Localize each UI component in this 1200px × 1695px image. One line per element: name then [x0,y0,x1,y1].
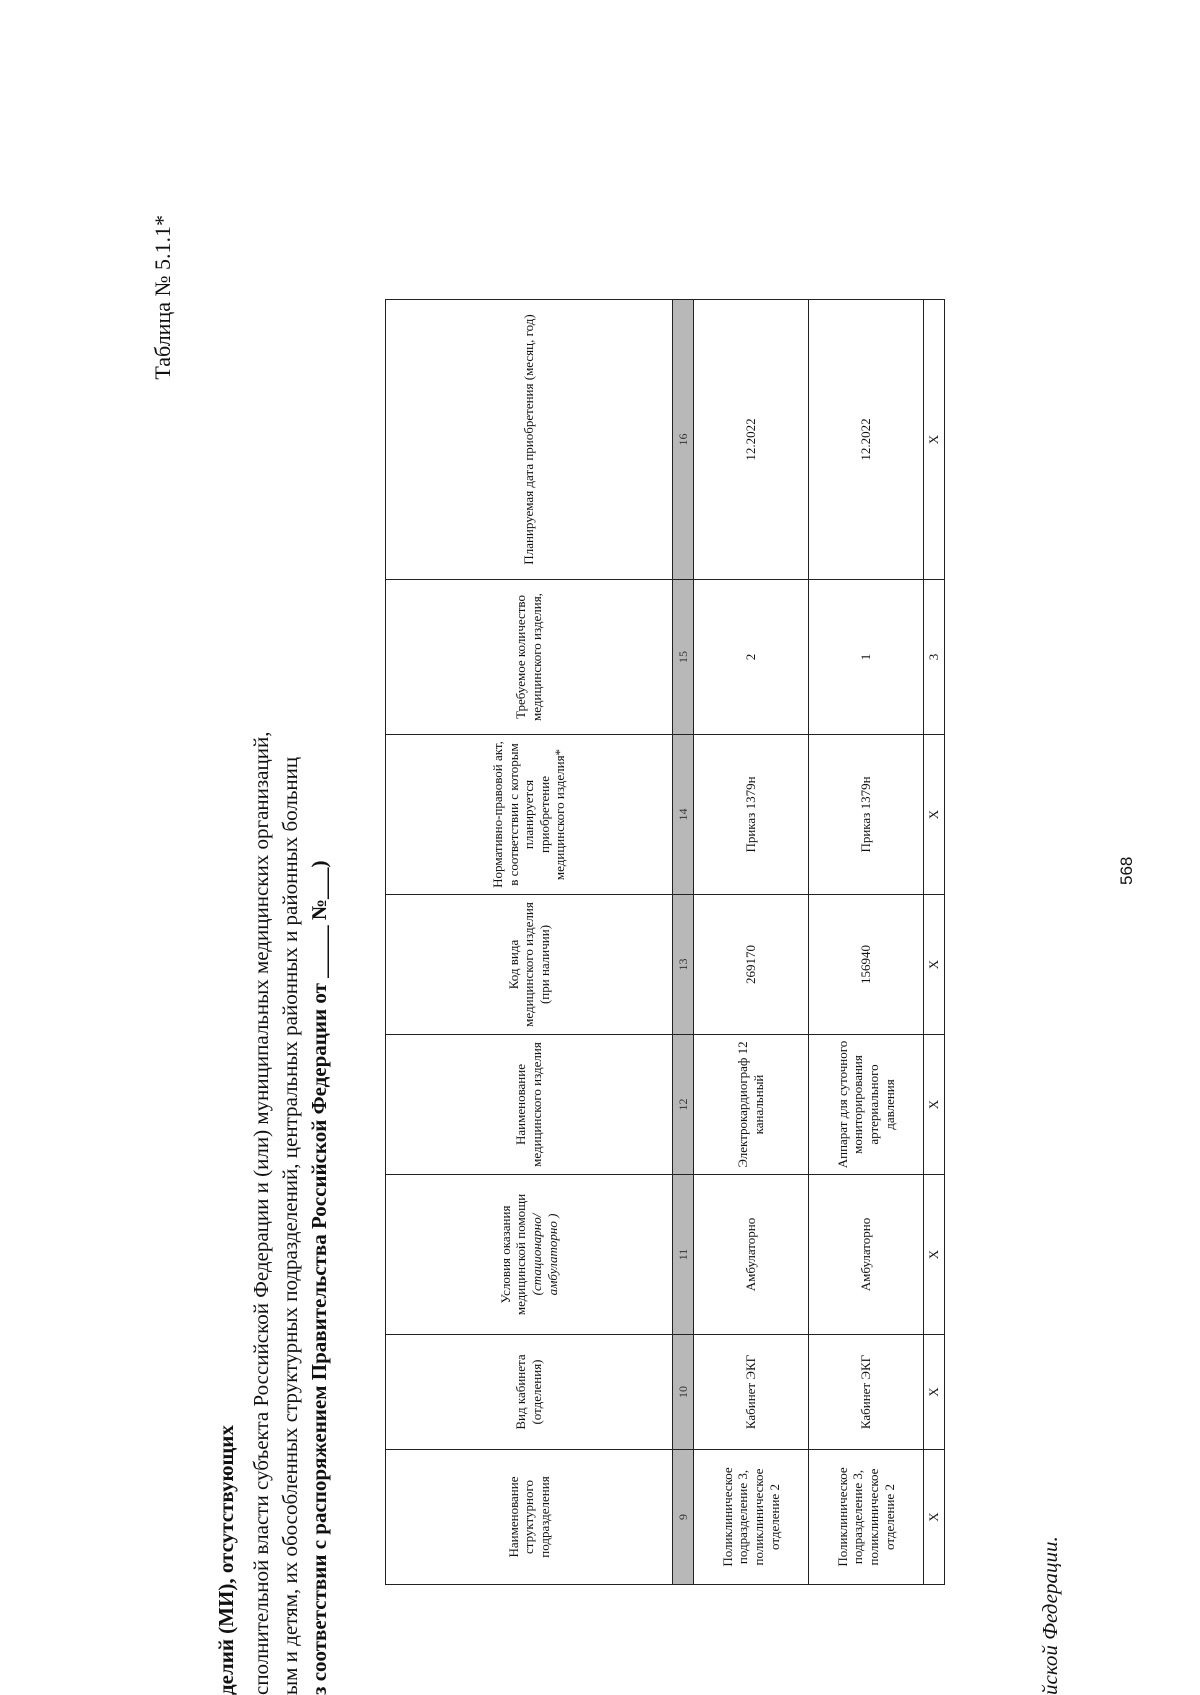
header-regulatory-act: Нормативно-правовой акт, в соответствии с которым планируется приобретение медицинского изделия* [386,735,673,895]
total-cell: X [924,1175,945,1335]
heading-line-2: сполнительной власти субъекта Российской Федерации и (или) муниципальных медицинских организаций, [249,731,273,1695]
cell-office-type: Кабинет ЭКГ [809,1335,924,1450]
header-purchase-date: Планируемая дата приобретения (месяц, год) [386,300,673,580]
cell-care-conditions: Амбулаторно [809,1175,924,1335]
cell-device-code: 156940 [809,895,924,1035]
table-row [809,300,924,1585]
total-cell: X [924,1335,945,1450]
footnote: йской Федерации. [1038,1536,1062,1695]
cell-care-conditions: Амбулаторно [694,1175,809,1335]
cell-office-type: Кабинет ЭКГ [694,1335,809,1450]
total-cell: X [924,1035,945,1175]
column-number: 13 [673,895,694,1035]
header-care-conditions-text: Условия оказания медицинской помощи [497,1193,529,1316]
column-number: 9 [673,1450,694,1585]
table-label: Таблица № 5.1.1* [150,215,175,380]
cell-structural-unit: Поликлиническое подразделение 3, поликлиническое отделение 2 [809,1450,924,1585]
header-structural-unit: Наименование структурного подразделения [386,1450,673,1585]
cell-regulatory-act: Приказ 1379н [694,735,809,895]
heading-line-4: з соответствии с распоряжением Правительства Российской Федерации от _____ №___) [307,860,331,1695]
column-number: 11 [673,1175,694,1335]
cell-structural-unit: Поликлиническое подразделение 3, поликлиническое отделение 2 [694,1450,809,1585]
cell-device-name: Электрокардиограф 12 канальный [694,1035,809,1175]
heading-line-3: ым и детям, их обособленных структурных подразделений, центральных районных и районных больниц [278,756,302,1695]
cell-purchase-date: 12.2022 [809,300,924,580]
header-care-conditions-italic: (стационарно/амбулаторно ) [529,1213,560,1296]
total-cell: X [924,895,945,1035]
heading-line-1: делий (МИ), отсутствующих [214,1425,238,1695]
header-device-code: Код вида медицинского изделия (при наличии) [386,895,673,1035]
header-device-name: Наименование медицинского изделия [386,1035,673,1175]
cell-quantity: 1 [809,580,924,735]
equipment-table [385,299,945,1585]
total-cell: X [924,300,945,580]
page-number: 568 [1117,856,1136,885]
header-office-type: Вид кабинета (отделения) [386,1335,673,1450]
cell-purchase-date: 12.2022 [694,300,809,580]
column-number: 14 [673,735,694,895]
header-care-conditions [386,1175,673,1335]
cell-device-code: 269170 [694,895,809,1035]
column-number: 10 [673,1335,694,1450]
total-cell: X [924,735,945,895]
column-number: 15 [673,580,694,735]
column-number: 16 [673,300,694,580]
total-cell: X [924,1450,945,1585]
cell-regulatory-act: Приказ 1379н [809,735,924,895]
column-number-row [673,300,694,1585]
table-header-row [386,300,673,1585]
header-quantity: Требуемое количество медицинского изделия, [386,580,673,735]
cell-device-name: Аппарат для суточного мониторирования артериального давления [809,1035,924,1175]
table-total-row [924,300,945,1585]
column-number: 12 [673,1035,694,1175]
cell-quantity: 2 [694,580,809,735]
total-cell: 3 [924,580,945,735]
table-row [694,300,809,1585]
